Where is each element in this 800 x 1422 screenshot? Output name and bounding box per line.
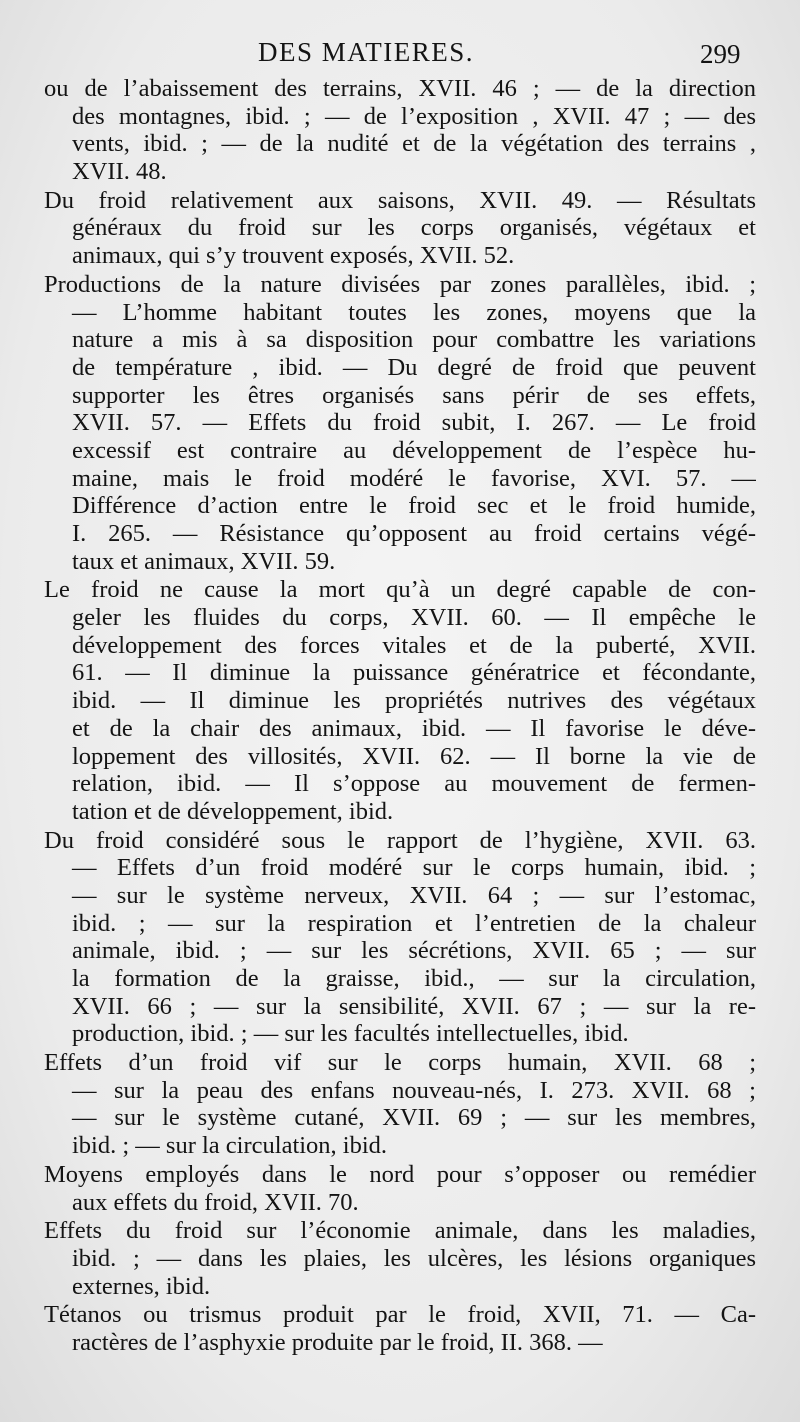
entry-line: XVII. 66 ; — sur la sensibilité, XVII. 67 ; — sur la re-	[72, 992, 756, 1020]
entry-line: XVII. 48.	[72, 158, 167, 186]
index-entry	[44, 827, 756, 1049]
index-entry	[44, 75, 756, 186]
entry-line: geler les fluides du corps, XVII. 60. — Il empêche le	[72, 604, 756, 632]
entry-line: Du froid relativement aux saisons, XVII. 49. — Résultats	[44, 186, 756, 214]
entry-line: Effets d’un froid vif sur le corps humain, XVII. 68 ;	[44, 1049, 756, 1077]
entry-line: ractères de l’asphyxie produite par le froid, II. 368. —	[72, 1328, 603, 1356]
entry-line: — sur le système cutané, XVII. 69 ; — sur les membres,	[72, 1104, 756, 1132]
entry-line: production, ibid. ; — sur les facultés intellectuelles, ibid.	[72, 1020, 629, 1048]
entry-line: aux effets du froid, XVII. 70.	[72, 1188, 359, 1216]
entry-line: ibid. — Il diminue les propriétés nutrives des végétaux	[72, 687, 756, 715]
entry-line: développement des forces vitales et de la puberté, XVII.	[72, 631, 756, 659]
entry-line: des montagnes, ibid. ; — de l’exposition , XVII. 47 ; — des	[72, 102, 756, 130]
entry-line: — sur la peau des enfans nouveau-nés, I. 273. XVII. 68 ;	[72, 1076, 756, 1104]
running-title: DES MATIERES.	[258, 37, 475, 67]
entry-line: nature a mis à sa disposition pour combattre les variations	[72, 326, 756, 354]
entry-line: relation, ibid. — Il s’oppose au mouvement de fermen-	[72, 770, 756, 798]
entry-line: et de la chair des animaux, ibid. — Il favorise le déve-	[72, 714, 756, 742]
entry-line: excessif est contraire au développement de l’espèce hu-	[72, 436, 756, 464]
entry-line: — L’homme habitant toutes les zones, moyens que la	[72, 298, 756, 326]
entry-line: Moyens employés dans le nord pour s’opposer ou remédier	[44, 1160, 756, 1188]
entry-line: maine, mais le froid modéré le favorise, XVI. 57. —	[72, 464, 756, 492]
entry-line: ou de l’abaissement des terrains, XVII. 46 ; — de la direction	[44, 75, 756, 102]
entry-line: animale, ibid. ; — sur les sécrétions, XVII. 65 ; — sur	[72, 937, 756, 965]
entry-line: de température , ibid. — Du degré de froid que peuvent	[72, 353, 756, 381]
entry-line: la formation de la graisse, ibid., — sur la circulation,	[72, 965, 756, 992]
index-entry	[44, 1217, 756, 1300]
index-entry	[44, 1049, 756, 1160]
entry-line: Différence d’action entre le froid sec et le froid humide,	[72, 492, 756, 520]
entry-line: Le froid ne cause la mort qu’à un degré capable de con-	[44, 576, 756, 604]
entry-line: ibid. ; — sur la circulation, ibid.	[72, 1132, 388, 1160]
entry-line: 61. — Il diminue la puissance génératrice et fécondante,	[72, 659, 756, 687]
entry-line: généraux du froid sur les corps organisés, végétaux et	[72, 214, 756, 242]
page-header	[0, 34, 800, 74]
entry-line: I. 265. — Résistance qu’opposent au froid certains végé-	[72, 520, 756, 547]
entry-line: Productions de la nature divisées par zones parallèles, ibid. ;	[44, 270, 756, 298]
entry-line: XVII. 57. — Effets du froid subit, I. 267. — Le froid	[72, 409, 756, 437]
entry-line: Effets du froid sur l’économie animale, dans les maladies,	[44, 1217, 756, 1245]
index-entry	[44, 187, 756, 270]
index-entry	[44, 1301, 756, 1356]
entry-line: externes, ibid.	[72, 1272, 211, 1300]
entry-line: taux et animaux, XVII. 59.	[72, 547, 336, 575]
entry-line: supporter les êtres organisés sans périr de ses effets,	[72, 381, 756, 409]
entry-line: — Effets d’un froid modéré sur le corps humain, ibid. ;	[72, 854, 756, 882]
entry-line: ibid. ; — dans les plaies, les ulcères, les lésions organiques	[72, 1244, 756, 1272]
entry-line: Tétanos ou trismus produit par le froid, XVII, 71. — Ca-	[44, 1301, 756, 1329]
entry-line: Du froid considéré sous le rapport de l’hygiène, XVII. 63.	[44, 826, 756, 854]
index-entry	[44, 271, 756, 576]
entry-line: vents, ibid. ; — de la nudité et de la végétation des terrains ,	[72, 130, 756, 158]
entry-line: animaux, qui s’y trouvent exposés, XVII. 52.	[72, 242, 515, 270]
index-entry	[44, 576, 756, 825]
entry-line: — sur le système nerveux, XVII. 64 ; — sur l’estomac,	[72, 881, 756, 909]
index-entries	[44, 75, 756, 1358]
index-entry	[44, 1161, 756, 1216]
entry-line: tation et de développement, ibid.	[72, 797, 394, 825]
entry-line: ibid. ; — sur la respiration et l’entretien de la chaleur	[72, 909, 756, 937]
page-number: 299	[700, 39, 741, 69]
entry-line: loppement des villosités, XVII. 62. — Il borne la vie de	[72, 742, 756, 770]
